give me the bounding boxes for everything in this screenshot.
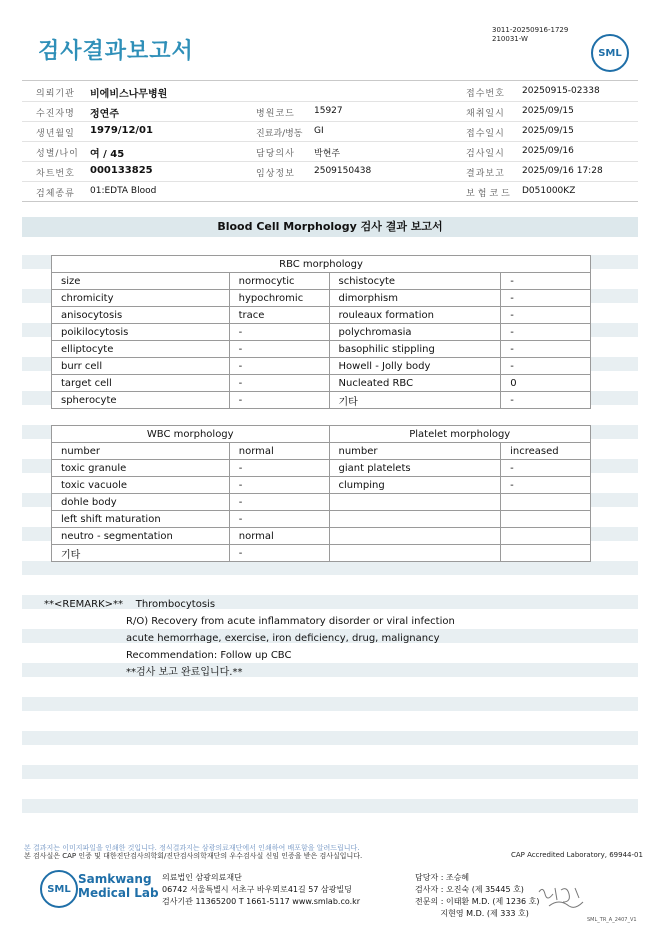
remark-block: [44, 596, 455, 681]
org-label: 의뢰기관: [36, 89, 75, 99]
background-band: [22, 731, 638, 745]
brand-line2: Medical Lab: [78, 886, 159, 900]
finding-result: -: [501, 341, 591, 358]
finding-name: rouleaux formation: [329, 307, 501, 324]
remark-line: [44, 596, 455, 613]
recv-value: 2025/09/15: [522, 126, 574, 136]
staff-line: 전문의 : 이태환 M.D. (제 1236 호): [415, 897, 540, 906]
table-row: [52, 460, 591, 477]
finding-name: toxic vacuole: [52, 477, 230, 494]
finding-name: burr cell: [52, 358, 230, 375]
table-row: [52, 545, 591, 562]
finding-result: -: [501, 290, 591, 307]
name-label: 수진자명: [36, 109, 75, 119]
finding-result: -: [229, 341, 329, 358]
report-title: 검사결과보고서: [38, 39, 194, 64]
finding-name: number: [52, 443, 230, 460]
finding-name: [329, 528, 501, 545]
table-row: [52, 307, 591, 324]
background-band: [22, 697, 638, 711]
finding-name: schistocyte: [329, 273, 501, 290]
dob-label: 생년월일: [36, 129, 75, 139]
finding-name: 기타: [329, 392, 501, 409]
finding-result: -: [229, 494, 329, 511]
sml-logo-icon: SML: [40, 870, 78, 908]
finding-result: -: [501, 392, 591, 409]
table-row: [52, 273, 591, 290]
finding-result: normal: [229, 443, 329, 460]
receipt-label: 접수번호: [466, 89, 505, 99]
specimen-value: 01:EDTA Blood: [90, 186, 157, 196]
finding-result: -: [501, 477, 591, 494]
table-row: [52, 443, 591, 460]
table-row: [52, 375, 591, 392]
finding-name: Howell - Jolly body: [329, 358, 501, 375]
document-id-line2: 210031-W: [492, 35, 528, 43]
hosp-code-value: 15927: [314, 106, 343, 116]
finding-name: [329, 545, 501, 562]
finding-result: -: [229, 392, 329, 409]
staff-line: 검사자 : 오진숙 (제 35445 호): [415, 885, 524, 894]
dob-value: 1979/12/01: [90, 125, 153, 136]
sml-logo-icon: SML: [591, 34, 629, 72]
insurance-label: 보험코드: [466, 189, 513, 199]
finding-name: target cell: [52, 375, 230, 392]
name-value: 정연주: [90, 109, 119, 120]
finding-name: [329, 494, 501, 511]
finding-result: -: [229, 477, 329, 494]
remark-label: **<REMARK>**: [44, 599, 123, 610]
finding-name: chromicity: [52, 290, 230, 307]
finding-result: -: [229, 324, 329, 341]
finding-name: anisocytosis: [52, 307, 230, 324]
org-value: 비에비스나무병원: [90, 89, 168, 100]
clinical-label: 임상정보: [256, 169, 295, 179]
document-id-line1: 3011-20250916-1729: [492, 26, 569, 34]
finding-name: elliptocyte: [52, 341, 230, 358]
finding-name: toxic granule: [52, 460, 230, 477]
finding-name: neutro - segmentation: [52, 528, 230, 545]
finding-name: spherocyte: [52, 392, 230, 409]
finding-result: [501, 494, 591, 511]
address-line: 의료법인 삼광의료재단: [162, 873, 242, 882]
finding-result: -: [229, 358, 329, 375]
document-id: [492, 26, 568, 44]
finding-result: increased: [501, 443, 591, 460]
brand-name: [78, 872, 159, 900]
finding-result: -: [501, 324, 591, 341]
info-row: [22, 161, 638, 182]
collect-value: 2025/09/15: [522, 106, 574, 116]
address-line: 검사기관 11365200 T 1661-5117 www.smlab.co.kr: [162, 897, 361, 906]
receipt-value: 20250915-02338: [522, 86, 600, 96]
report-label: 결과보고: [466, 169, 505, 179]
finding-result: -: [229, 375, 329, 392]
finding-result: [501, 511, 591, 528]
accreditation-notice: 본 검사실은 CAP 인증 및 대한진단검사의학회/진단검사의학재단의 우수검사실 신임 인증을 받은 검사실입니다.: [24, 852, 363, 860]
patient-info: [22, 80, 638, 199]
remark-line: **검사 보고 완료입니다.**: [126, 667, 243, 678]
finding-result: -: [501, 273, 591, 290]
finding-result: -: [501, 307, 591, 324]
cap-accreditation: CAP Accredited Laboratory, 69944-01: [511, 851, 643, 859]
remark-line: R/O) Recovery from acute inflammatory disorder or viral infection: [126, 616, 455, 627]
info-row: [22, 141, 638, 162]
finding-name: basophilic stippling: [329, 341, 501, 358]
platelet-table-title: Platelet morphology: [329, 426, 591, 443]
table-row: [52, 290, 591, 307]
test-date-value: 2025/09/16: [522, 146, 574, 156]
staff-line: 담당자 : 조승혜: [415, 873, 470, 882]
table-row: [52, 494, 591, 511]
rbc-morphology-table: [51, 255, 591, 409]
wbc-table-title: WBC morphology: [52, 426, 330, 443]
finding-name: Nucleated RBC: [329, 375, 501, 392]
table-row: [52, 358, 591, 375]
table-row: [52, 511, 591, 528]
rbc-table-title: RBC morphology: [52, 256, 591, 273]
finding-name: 기타: [52, 545, 230, 562]
section-title: Blood Cell Morphology 검사 결과 보고서: [217, 220, 443, 233]
finding-result: [501, 528, 591, 545]
chart-value: 000133825: [90, 165, 153, 176]
brand-line1: Samkwang: [78, 872, 152, 886]
finding-name: left shift maturation: [52, 511, 230, 528]
table-row: [52, 528, 591, 545]
background-band: [22, 561, 638, 575]
recv-label: 접수일시: [466, 129, 505, 139]
finding-name: poikilocytosis: [52, 324, 230, 341]
finding-result: -: [229, 511, 329, 528]
info-row: [22, 101, 638, 122]
doctor-value: 박현주: [314, 149, 341, 159]
image-notice: 본 결과지는 이미지파일을 인쇄한 것입니다. 정식결과지는 삼광의료재단에서 인쇄하여 배포함을 알려드립니다.: [24, 844, 360, 852]
lab-address: [162, 872, 360, 908]
table-row: [52, 341, 591, 358]
table-row: [52, 324, 591, 341]
insurance-value: D051000KZ: [522, 186, 576, 196]
finding-name: polychromasia: [329, 324, 501, 341]
table-row: [52, 477, 591, 494]
clinical-value: 2509150438: [314, 166, 372, 176]
finding-result: normocytic: [229, 273, 329, 290]
remark-line: acute hemorrhage, exercise, iron deficiency, drug, malignancy: [126, 633, 440, 644]
test-date-label: 검사일시: [466, 149, 505, 159]
finding-name: size: [52, 273, 230, 290]
sex-value: 여 / 45: [90, 149, 125, 160]
finding-result: 0: [501, 375, 591, 392]
info-row: [22, 181, 638, 202]
specimen-label: 검체종류: [36, 189, 75, 199]
dept-label: 진료과/병동: [256, 129, 303, 139]
table-row: [52, 392, 591, 409]
info-row: [22, 121, 638, 142]
finding-result: -: [501, 460, 591, 477]
finding-result: [501, 545, 591, 562]
sex-label: 성별/나이: [36, 149, 79, 159]
chart-label: 차트번호: [36, 169, 75, 179]
finding-name: dimorphism: [329, 290, 501, 307]
finding-result: -: [229, 460, 329, 477]
remark-line: Recommendation: Follow up CBC: [126, 650, 292, 661]
finding-result: trace: [229, 307, 329, 324]
finding-name: dohle body: [52, 494, 230, 511]
finding-name: [329, 511, 501, 528]
remark-diagnosis: Thrombocytosis: [135, 599, 216, 610]
finding-result: -: [501, 358, 591, 375]
form-code: SML_TR_A_2407_V1: [587, 917, 637, 923]
dept-value: GI: [314, 126, 324, 136]
staff-line: 지현영 M.D. (제 333 호): [415, 909, 529, 918]
finding-result: -: [229, 545, 329, 562]
background-band: [22, 799, 638, 813]
finding-name: giant platelets: [329, 460, 501, 477]
address-line: 06742 서울특별시 서초구 바우뫼로41길 57 삼광빌딩: [162, 885, 352, 894]
finding-result: normal: [229, 528, 329, 545]
wbc-platelet-table: [51, 425, 591, 562]
finding-name: number: [329, 443, 501, 460]
info-row: [22, 81, 638, 102]
hosp-code-label: 병원코드: [256, 109, 295, 119]
finding-result: hypochromic: [229, 290, 329, 307]
doctor-label: 담당의사: [256, 149, 295, 159]
signature-icon: [535, 882, 595, 914]
background-band: [22, 765, 638, 779]
collect-label: 채취일시: [466, 109, 505, 119]
finding-name: clumping: [329, 477, 501, 494]
report-value: 2025/09/16 17:28: [522, 166, 603, 176]
staff-info: [415, 872, 540, 920]
